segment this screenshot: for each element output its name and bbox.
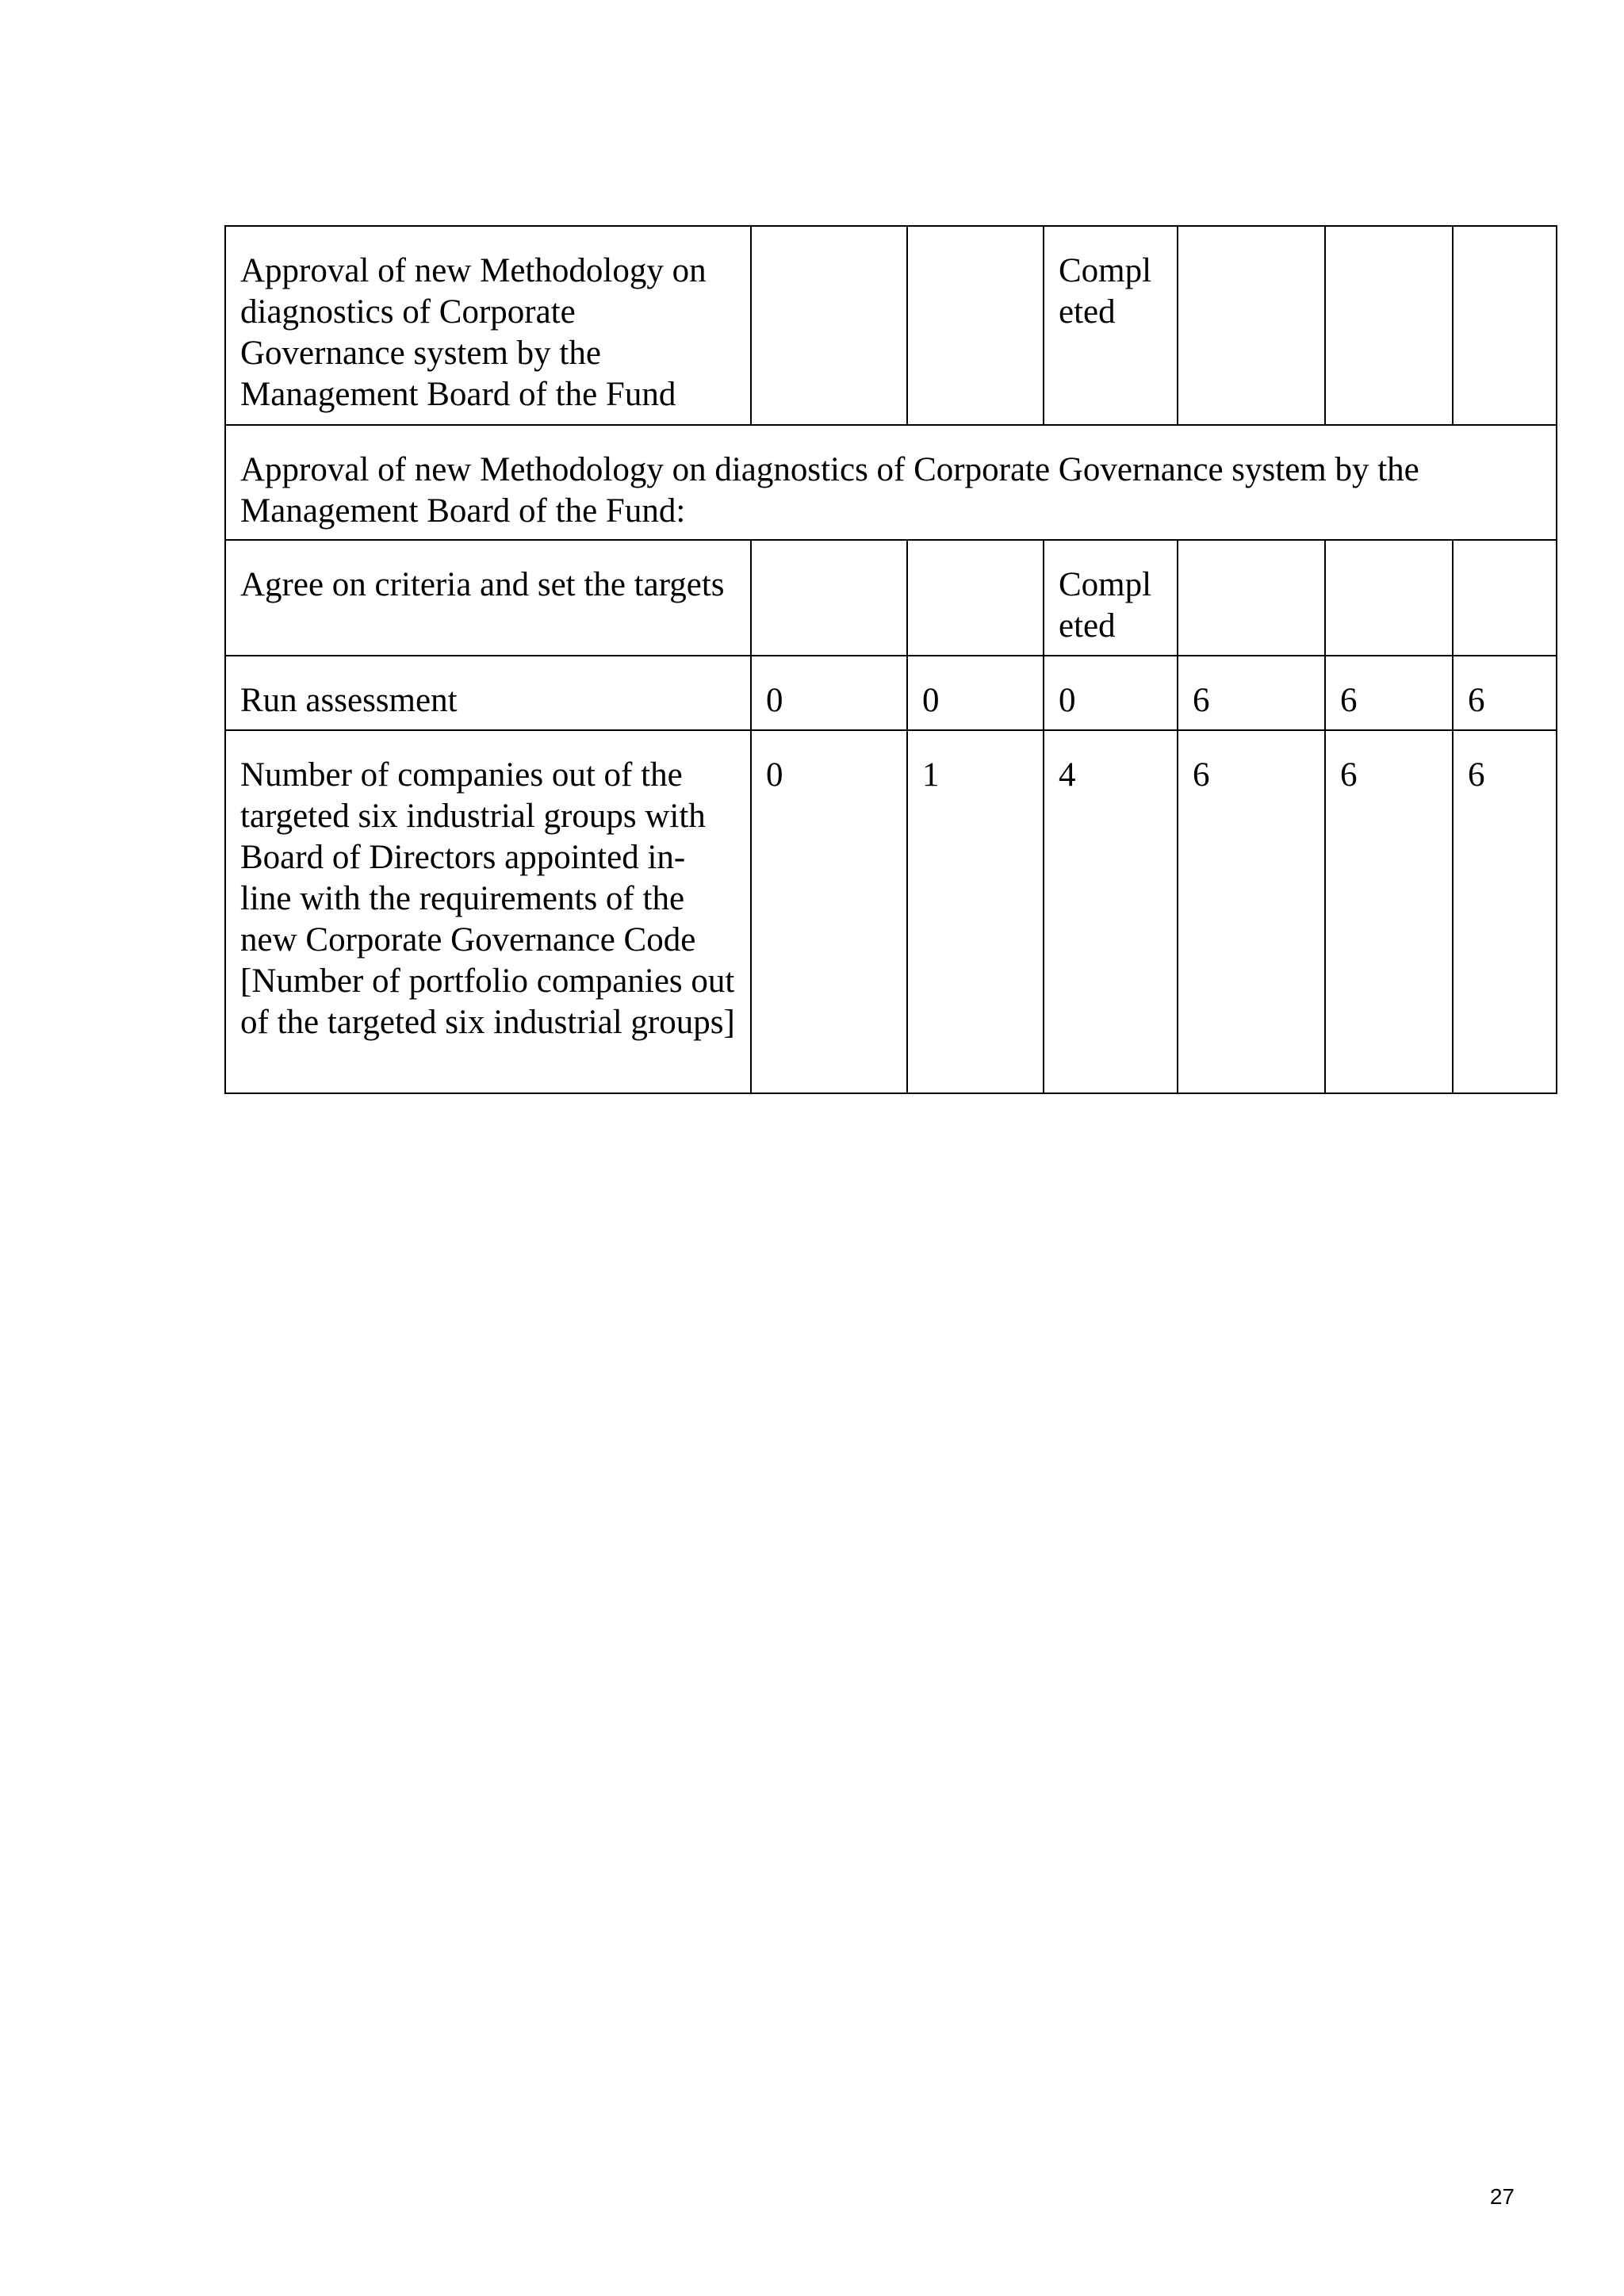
table-cell: 0 [751, 656, 907, 730]
table-cell-label: Run assessment [225, 656, 751, 730]
table-cell: 6 [1453, 730, 1557, 1093]
table-cell [907, 540, 1044, 656]
page-number: 27 [1489, 2184, 1515, 2209]
table-row-span [225, 425, 1557, 540]
table-cell-label: Number of companies out of the targeted six industrial groups with Board of Directors appointed in-line with the requirements of the new Corporate Governance Code [Number of portfolio companies out of the targeted six industrial groups] [225, 730, 751, 1093]
table-cell: 6 [1178, 656, 1325, 730]
table-cell: 1 [907, 730, 1044, 1093]
table-row [225, 540, 1557, 656]
table-row [225, 730, 1557, 1093]
table-cell: 4 [1044, 730, 1178, 1093]
table-cell: 0 [1044, 656, 1178, 730]
table-cell-label: Approval of new Methodology on diagnostics of Corporate Governance system by the Management Board of the Fund [225, 226, 751, 425]
table-cell [751, 540, 907, 656]
table-row [225, 656, 1557, 730]
table-cell [907, 226, 1044, 425]
table-cell: 6 [1325, 656, 1453, 730]
table-cell: 6 [1453, 656, 1557, 730]
table-cell [751, 226, 907, 425]
table-cell: 0 [751, 730, 907, 1093]
table-cell [1453, 540, 1557, 656]
table-cell [1178, 540, 1325, 656]
table-cell: Compl eted [1044, 226, 1178, 425]
table-cell: 6 [1178, 730, 1325, 1093]
table-cell: Compl eted [1044, 540, 1178, 656]
table-cell [1325, 540, 1453, 656]
table-cell [1325, 226, 1453, 425]
table-cell: 0 [907, 656, 1044, 730]
table-cell [1453, 226, 1557, 425]
table-section-heading: Approval of new Methodology on diagnostics of Corporate Governance system by the Management Board of the Fund: [225, 425, 1557, 540]
table-cell: 6 [1325, 730, 1453, 1093]
table-row [225, 226, 1557, 425]
table-cell-label: Agree on criteria and set the targets [225, 540, 751, 656]
indicator-table [224, 225, 1557, 1094]
table-cell [1178, 226, 1325, 425]
